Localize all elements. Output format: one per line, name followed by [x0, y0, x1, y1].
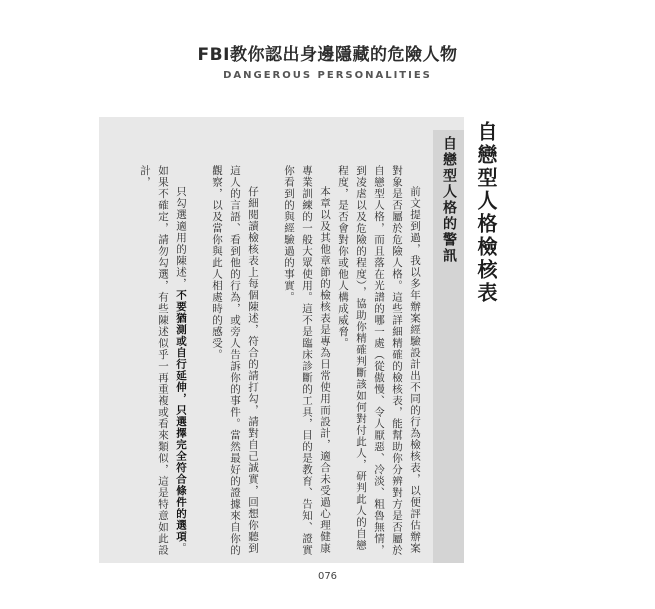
paragraph-4-lead: 只勾選適用的陳述， — [175, 186, 187, 290]
book-subtitle: DANGEROUS PERSONALITIES — [223, 70, 432, 81]
running-header — [0, 44, 655, 83]
section-title: 自戀型人格的警訊 — [441, 136, 457, 264]
paragraph-4 — [136, 165, 190, 560]
paragraph-4-tail: 。如果不確定，請勿勾選，有些陳述似乎一再重複或看來類似，這是特意如此設計， — [139, 165, 187, 556]
paragraph-4-emphasis: 不要猶測或自行延伸，只選擇完全符合條件的選項 — [175, 289, 187, 543]
paragraph-1: 前文提到過，我以多年辦案經驗設計出不同的行為檢核表，以便評估辦案對象是否屬於危險人格。這些詳細精確的檢核表，能幫助你分辨對方是否屬於自戀型人格，而且落在光譜的哪一處（從傲慢、令人厭惡、冷淡、粗魯無情，到凌虐以及危險的程度），協助你精確判斷該如何對付此人，研判此人的自戀程度，是否會對你或他人構成威脅。 — [337, 165, 421, 556]
book-title: FBI教你認出身邊隱藏的危險人物 — [197, 45, 458, 65]
body-text — [139, 165, 424, 560]
page-number: 076 — [317, 571, 338, 582]
chapter-title: 自戀型人格檢核表 — [474, 121, 498, 305]
paragraph-3: 仔細閱讀檢核表上每個陳述，符合的請打勾，請對自己誠實，回想你聽到這人的言語、看到他的行為，或旁人告訴你的事件。當然最好的證據來自你的觀察，以及當你與此人相處時的感受。 — [211, 165, 259, 556]
paragraph-2: 本章以及其他章節的檢核表是專為日常使用而設計，適合未受過心理健康專業訓練的一般大眾使用。這不是臨床診斷的工具，目的是教育、告知、證實你看到的與經驗過的事實。 — [283, 165, 331, 556]
